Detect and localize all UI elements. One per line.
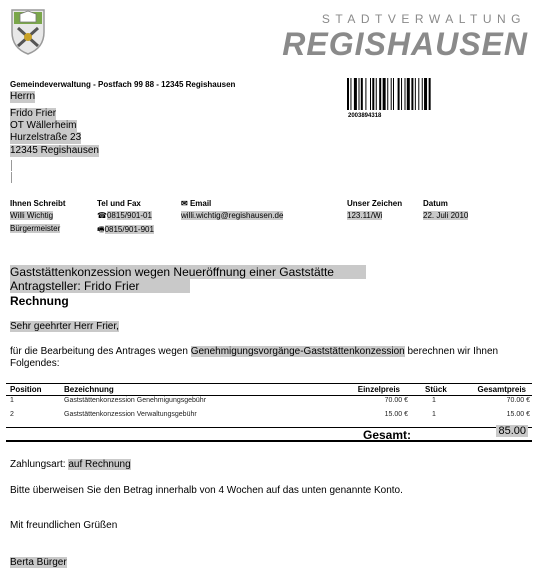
- document-title: Rechnung: [10, 294, 69, 308]
- cell-description: Gaststättenkonzession Genehmigungsgebühr: [64, 397, 207, 404]
- barcode-bar: [383, 78, 386, 110]
- sender-line: Gemeindeverwaltung - Postfach 99 88 - 12345 Regishausen: [10, 80, 236, 89]
- email-heading: [181, 199, 211, 208]
- transfer-instructions: Bitte überweisen Sie den Betrag innerhalb von 4 Wochen auf das unten genannte Konto.: [10, 485, 403, 496]
- cell-position: 1: [10, 397, 14, 404]
- cell-unit-price: 15.00 €: [384, 411, 408, 418]
- barcode-bar: [350, 78, 351, 110]
- barcode-bar: [359, 78, 360, 110]
- barcode-bar: [407, 78, 410, 110]
- date-value: 22. Juli 2010: [423, 211, 469, 220]
- recipient-name: Frido Frier: [10, 108, 57, 119]
- payment-value: auf Rechnung: [68, 459, 131, 470]
- barcode-bar: [429, 78, 431, 110]
- intro-text-before: für die Bearbeitung des Antrages wegen: [10, 346, 191, 357]
- col-unit-price: Einzelpreis: [357, 385, 400, 394]
- col-quantity: Stück: [425, 385, 447, 394]
- fax-entry: [97, 224, 154, 238]
- col-position: Position: [10, 385, 42, 394]
- email-address[interactable]: willi.wichtig@regishausen.de: [181, 211, 284, 220]
- total-row: [6, 427, 532, 442]
- fax-icon: 🖷: [97, 225, 105, 234]
- total-label: Gesamt:: [363, 428, 412, 442]
- envelope-icon: ✉: [181, 199, 190, 208]
- barcode-bar: [415, 78, 416, 110]
- table-header: [6, 383, 532, 396]
- barcode-bar: [347, 78, 349, 110]
- barcode-bar: [361, 78, 363, 110]
- barcode-bar: [387, 78, 388, 110]
- barcode-bar: [365, 78, 366, 110]
- intro-text-after: berechnen wir Ihnen Folgendes:: [10, 346, 499, 369]
- barcode-bar: [393, 78, 394, 110]
- invoice-table: [6, 383, 532, 442]
- cell-unit-price: 70.00 €: [384, 397, 408, 404]
- date-label: Datum: [423, 199, 448, 208]
- barcode-bar: [376, 78, 377, 110]
- barcode-bar: [424, 78, 427, 110]
- barcode-bar: [379, 78, 381, 110]
- barcode-bar: [372, 78, 374, 110]
- intro-paragraph: [10, 346, 510, 370]
- barcode-bar: [411, 78, 413, 110]
- header-title: REGISHAUSEN: [282, 26, 528, 62]
- recipient-city: 12345 Regishausen: [10, 145, 99, 156]
- header-subtitle: STADTVERWALTUNG: [321, 12, 526, 26]
- barcode: [347, 78, 455, 110]
- payment-label: Zahlungsart:: [10, 459, 69, 470]
- barcode-bar: [398, 78, 400, 110]
- writer-label: Ihnen Schreibt: [10, 199, 66, 208]
- total-value: 85.00: [498, 425, 526, 437]
- signer-name: Berta Bürger: [10, 557, 67, 568]
- subject-line-2: Antragsteller: Frido Frier: [10, 279, 190, 293]
- intro-highlight: Genehmigungsvorgänge-Gaststättenkonzession: [190, 346, 405, 357]
- text-cursor: [11, 160, 12, 171]
- table-row: [6, 396, 532, 410]
- greeting-text: Sehr geehrter Herr Frier,: [10, 321, 119, 332]
- recipient-street: Hurzelstraße 23: [10, 132, 82, 143]
- phone-number: 0815/901-01: [106, 211, 152, 220]
- phone-entry: [97, 211, 152, 220]
- payment-method: [10, 459, 131, 470]
- phone-label: Tel und Fax: [97, 199, 141, 208]
- barcode-bar: [422, 78, 423, 110]
- writer-name: Willi Wichtig: [10, 211, 54, 220]
- barcode-bar: [354, 78, 357, 110]
- email-label: Email: [189, 199, 212, 208]
- subject-line-1: Gaststättenkonzession wegen Neueröffnung einer Gaststätte: [10, 265, 366, 279]
- reference-value: 123.11/Wi: [347, 211, 383, 220]
- col-total-price: Gesamtpreis: [477, 385, 526, 394]
- cell-total-price: 15.00 €: [506, 411, 530, 418]
- barcode-bar: [405, 78, 406, 110]
- recipient-district: OT Wällerheim: [10, 120, 77, 131]
- cell-quantity: 1: [432, 397, 436, 404]
- barcode-bar: [391, 78, 392, 110]
- barcode-bar: [401, 78, 402, 110]
- barcode-bar: [418, 78, 419, 110]
- closing-regards: Mit freundlichen Grüßen: [10, 520, 118, 531]
- col-description: Bezeichnung: [64, 385, 114, 394]
- barcode-bar: [370, 78, 371, 110]
- phone-icon: ☎: [97, 211, 107, 220]
- text-cursor: [11, 172, 12, 183]
- cell-total-price: 70.00 €: [506, 397, 530, 404]
- fax-number: 0815/901-901: [104, 225, 154, 234]
- cell-description: Gaststättenkonzession Verwaltungsgebühr: [64, 411, 197, 418]
- cell-position: 2: [10, 411, 14, 418]
- cell-quantity: 1: [432, 411, 436, 418]
- city-crest-logo: [8, 6, 48, 56]
- table-row: [6, 410, 532, 424]
- greeting: [10, 321, 119, 332]
- barcode-number: 2003894318: [348, 113, 382, 119]
- reference-label: Unser Zeichen: [347, 199, 403, 208]
- recipient-salutation: Herrn: [10, 91, 36, 102]
- writer-role: Bürgermeister: [10, 224, 61, 233]
